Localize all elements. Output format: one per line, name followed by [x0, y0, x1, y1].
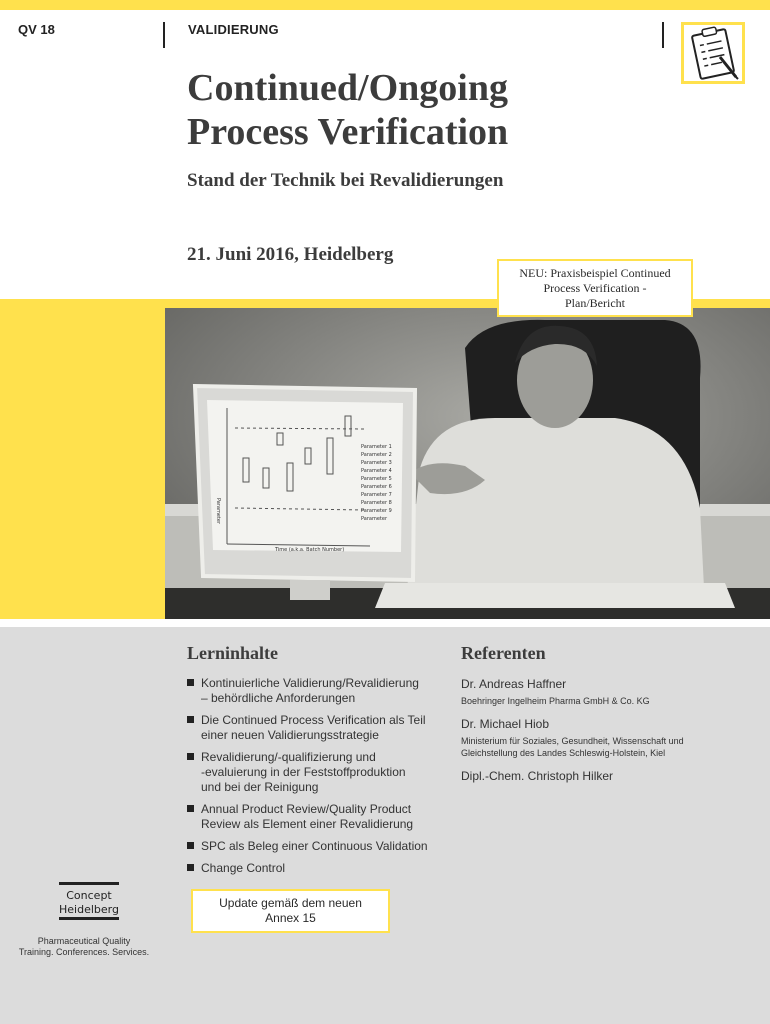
clipboard-badge	[681, 22, 745, 84]
monitor-legend-8: Parameter 8	[361, 500, 392, 506]
update-notice	[191, 889, 390, 933]
speaker-affiliation-line: Gleichstellung des Landes Schleswig-Holstein, Kiel	[461, 748, 666, 758]
square-bullet-icon	[187, 753, 194, 760]
person-shirt	[405, 418, 705, 608]
list-item-line: einer neuen Validierungsstrategie	[201, 728, 379, 742]
square-bullet-icon	[187, 679, 194, 686]
list-item-line: Kontinuierliche Validierung/Revalidierung	[201, 676, 419, 690]
monitor-y-label: Parameter	[215, 498, 221, 525]
list-item-line: -evaluierung in der Feststoffproduktion	[201, 765, 406, 779]
notice-line-3: Plan/Bericht	[565, 296, 625, 310]
concept-heidelberg-logo	[57, 882, 121, 922]
new-feature-notice	[497, 259, 693, 317]
page-title	[187, 66, 667, 154]
list-item-line: Revalidierung/-qualifizierung und	[201, 750, 376, 764]
logo-line-2: Heidelberg	[59, 903, 119, 916]
logo-line-1: Concept	[66, 889, 112, 902]
notice-line-1: NEU: Praxisbeispiel Continued	[519, 266, 671, 280]
speaker-affiliation	[461, 735, 761, 759]
title-line-2: Process Verification	[187, 111, 509, 153]
list-item-line: Die Continued Process Verification als Teil	[201, 713, 426, 727]
title-line-1: Continued/Ongoing	[187, 67, 508, 109]
list-item-line: – behördliche Anforderungen	[201, 691, 356, 705]
photo-illustration	[165, 308, 770, 619]
category-label: VALIDIERUNG	[188, 22, 279, 37]
monitor-stand	[290, 580, 330, 600]
monitor-legend-10: Parameter	[361, 516, 388, 522]
speaker-item	[461, 769, 761, 784]
list-item	[187, 861, 449, 876]
update-line-2: Annex 15	[265, 911, 316, 925]
page-subtitle: Stand der Technik bei Revalidierungen	[187, 170, 504, 191]
list-item	[187, 750, 449, 795]
clipboard-checklist-icon	[684, 25, 742, 81]
event-date: 21. Juni 2016, Heidelberg	[187, 244, 394, 265]
speaker-name: Dr. Michael Hiob	[461, 717, 550, 731]
square-bullet-icon	[187, 864, 194, 871]
tagline-line-1: Pharmaceutical Quality	[37, 936, 131, 946]
monitor-legend-3: Parameter 3	[361, 460, 392, 466]
speaker-name: Dr. Andreas Haffner	[461, 677, 567, 691]
list-item-line: Annual Product Review/Quality Product	[201, 802, 412, 816]
monitor-legend-4: Parameter 4	[361, 468, 392, 474]
course-code: QV 18	[18, 22, 55, 37]
logo-mark	[57, 882, 121, 922]
monitor-legend-6: Parameter 6	[361, 484, 392, 490]
header-divider-right	[662, 22, 664, 48]
monitor-legend-1: Parameter 1	[361, 444, 392, 450]
speaker-affiliation-line: Ministerium für Soziales, Gesundheit, Wissenschaft und	[461, 736, 684, 746]
list-item	[187, 676, 449, 706]
square-bullet-icon	[187, 805, 194, 812]
notice-line-2: Process Verification -	[543, 281, 647, 295]
monitor-x-label: Time (a.k.a. Batch Number)	[275, 547, 345, 553]
speaker-name: Dipl.-Chem. Christoph Hilker	[461, 769, 614, 783]
lerninhalte-list	[187, 676, 449, 883]
list-item	[187, 713, 449, 743]
list-item-line: Review als Element einer Revalidierung	[201, 817, 414, 831]
referenten-list	[461, 677, 761, 794]
keyboard	[375, 583, 735, 608]
top-accent-bar	[0, 0, 770, 10]
logo-tagline	[14, 936, 154, 958]
speaker-affiliation: Boehringer Ingelheim Pharma GmbH & Co. KG	[461, 696, 650, 706]
list-item	[187, 802, 449, 832]
list-item-line: und bei der Reinigung	[201, 780, 319, 794]
monitor-legend-9: Parameter 9	[361, 508, 392, 514]
lerninhalte-heading: Lerninhalte	[187, 643, 279, 663]
monitor-legend-7: Parameter 7	[361, 492, 392, 498]
list-item-line: SPC als Beleg einer Continuous Validation	[201, 839, 428, 853]
header-divider-left	[163, 22, 165, 48]
referenten-heading: Referenten	[461, 643, 546, 663]
tagline-line-2: Training. Conferences. Services.	[18, 947, 150, 957]
square-bullet-icon	[187, 716, 194, 723]
hero-photo	[165, 308, 770, 619]
speaker-item	[461, 677, 761, 707]
list-item-line: Change Control	[201, 861, 286, 875]
list-item	[187, 839, 449, 854]
speaker-item	[461, 717, 761, 759]
monitor-legend-2: Parameter 2	[361, 452, 392, 458]
update-line-1: Update gemäß dem neuen	[219, 896, 362, 910]
square-bullet-icon	[187, 842, 194, 849]
monitor-legend-5: Parameter 5	[361, 476, 392, 482]
